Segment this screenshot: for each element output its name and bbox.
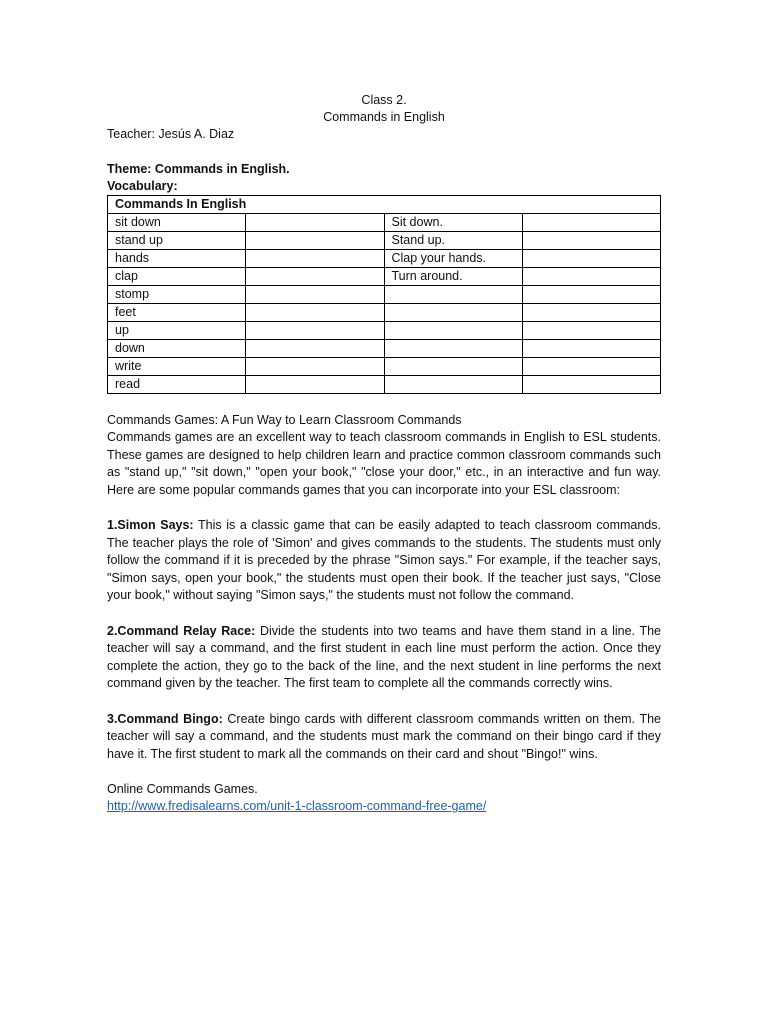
table-cell: up: [108, 322, 246, 340]
table-cell: sit down: [108, 214, 246, 232]
table-row: [108, 358, 661, 376]
table-cell: [522, 304, 660, 322]
spacer: [107, 605, 661, 623]
table-cell: read: [108, 376, 246, 394]
game-text-2: Divide the students into two teams and have them stand in a line. The teacher will say a command, and the first student in each line must perform the action. Once they complete the action, they go to the back of the line, and the next student in line performs the next command given by the teacher. The first team to complete all the commands correctly wins.: [107, 623, 661, 690]
table-cell: stomp: [108, 286, 246, 304]
spacer: [107, 693, 661, 711]
table-cell: [522, 376, 660, 394]
table-cell: [522, 250, 660, 268]
table-cell: [384, 358, 522, 376]
spacer: [107, 394, 661, 412]
document-subtitle: Commands in English: [323, 110, 445, 124]
spacer: [107, 499, 661, 517]
table-cell: hands: [108, 250, 246, 268]
table-cell: [246, 322, 384, 340]
table-row: [108, 340, 661, 358]
table-cell: [522, 214, 660, 232]
table-cell: [246, 214, 384, 232]
table-row: [108, 286, 661, 304]
table-cell: [384, 304, 522, 322]
table-cell: [384, 286, 522, 304]
table-cell: write: [108, 358, 246, 376]
table-cell: [246, 286, 384, 304]
game-title-2: 2.Command Relay Race:: [107, 623, 256, 638]
table-cell: [246, 250, 384, 268]
table-cell: Turn around.: [384, 268, 522, 286]
table-row: [108, 304, 661, 322]
document-page: [107, 92, 661, 815]
table-cell: Clap your hands.: [384, 250, 522, 268]
games-heading: Commands Games: A Fun Way to Learn Classroom Commands: [107, 413, 462, 427]
table-cell: [522, 268, 660, 286]
table-cell: [246, 232, 384, 250]
game-paragraph-1: [107, 517, 661, 605]
vocabulary-label: Vocabulary:: [107, 179, 178, 193]
table-row: [108, 268, 661, 286]
spacer: [107, 143, 661, 161]
table-header-row: [108, 196, 661, 214]
game-title-1: 1.Simon Says:: [107, 518, 194, 532]
table-row: [108, 250, 661, 268]
table-row: [108, 232, 661, 250]
class-title: Class 2.: [361, 93, 407, 107]
game-paragraph-2: [107, 623, 661, 693]
table-cell: [522, 232, 660, 250]
table-cell: [522, 286, 660, 304]
table-cell: down: [108, 340, 246, 358]
game-title-3: 3.Command Bingo:: [107, 711, 223, 726]
table-cell: feet: [108, 304, 246, 322]
theme-heading: Theme: Commands in English.: [107, 162, 290, 176]
table-cell: [384, 322, 522, 340]
table-cell: stand up: [108, 232, 246, 250]
online-games-link[interactable]: http://www.fredisalearns.com/unit-1-classroom-command-free-game/: [107, 799, 487, 813]
table-cell: Stand up.: [384, 232, 522, 250]
intro-paragraph: Commands games are an excellent way to teach classroom commands in English to ESL students. These games are designed to help children learn and practice common classroom commands such as "stand up," "sit down," "open your book," "close your door," etc., in an interactive and fun way. Here are some popular commands games that you can incorporate into your ESL classroom:: [107, 430, 661, 497]
spacer: [107, 763, 661, 781]
table-cell: [246, 268, 384, 286]
table-cell: [246, 376, 384, 394]
table-cell: [246, 358, 384, 376]
table-cell: [522, 358, 660, 376]
table-cell: Sit down.: [384, 214, 522, 232]
table-cell: [522, 322, 660, 340]
table-cell: [522, 340, 660, 358]
table-cell: [384, 376, 522, 394]
table-cell: clap: [108, 268, 246, 286]
table-row: [108, 214, 661, 232]
vocabulary-table: [107, 195, 661, 394]
game-paragraph-3: [107, 711, 661, 764]
table-header-cell: Commands In English: [108, 196, 661, 214]
table-row: [108, 322, 661, 340]
table-row: [108, 376, 661, 394]
table-cell: [384, 340, 522, 358]
online-games-label: Online Commands Games.: [107, 782, 258, 796]
game-text-3: Create bingo cards with different classroom commands written on them. The teacher will say a command, and the students must mark the command on their bingo card if they have it. The first student to mark all the commands on their card and shout "Bingo!" wins.: [107, 711, 661, 761]
teacher-name: Teacher: Jesús A. Diaz: [107, 127, 235, 141]
table-cell: [246, 340, 384, 358]
table-cell: [246, 304, 384, 322]
game-text-1: This is a classic game that can be easily adapted to teach classroom commands. The teacher plays the role of 'Simon' and gives commands to the students. The students must only follow the command if it is preceded by the phrase "Simon says." For example, if the teacher says, "Simon says, open your book," the students must open their book. If the teacher just says, "Close your book," without saying "Simon says," the students must not follow the command.: [107, 518, 661, 602]
